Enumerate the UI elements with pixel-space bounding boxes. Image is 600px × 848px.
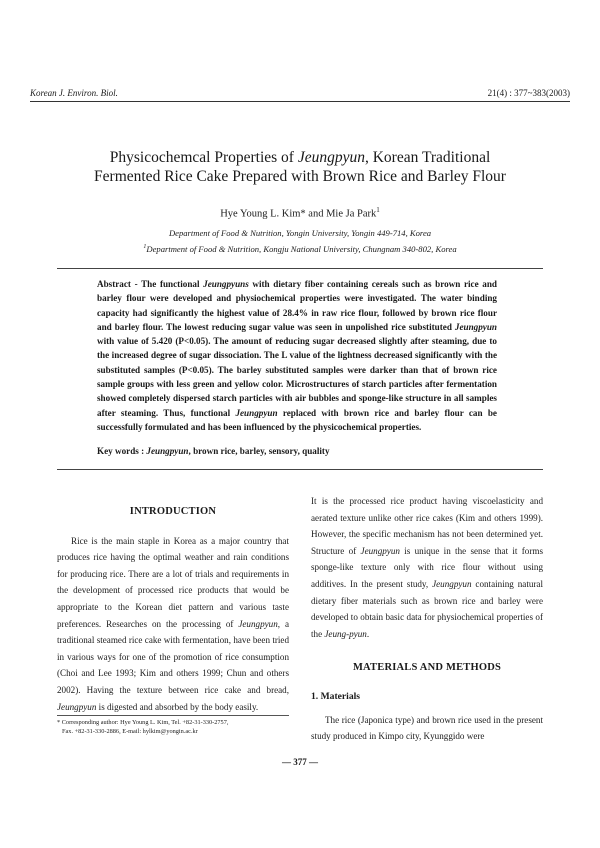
abstract-top-rule: [57, 268, 543, 269]
header-divider: [30, 101, 570, 102]
introduction-heading: INTRODUCTION: [129, 506, 217, 517]
title-line-1: Physicochemcal Properties of Jeungpyun, Korean Traditional: [109, 149, 491, 166]
affiliation-1: Department of Food & Nutrition, Yongin University, Yongin 449-714, Korea: [168, 228, 432, 238]
materials-subheading: 1. Materials: [311, 690, 361, 702]
journal-name: Korean J. Environ. Biol.: [30, 88, 118, 98]
affiliation-2: $^1$Department of Food & Nutrition, Kongju National University, Chungnam 340-802, Korea: [143, 243, 457, 254]
introduction-paragraph-1: Rice is the main staple in Korea as a major country that produces rice having the optimal weather and rain conditions for producing rice. There are a lot of trials and requirements in the development of processed rice products that would be appropriate to the Korean diet pattern and various taste preferences. Researches on the processing of Jeungpyun, a traditional steamed rice cake with fermentation, have been tried in various ways for one of the promotion of rice consumption (Choi and Lee 1993; Kim and others 1999; Chun and others 2002). Having the texture between rice cake and bread, Jeungpyun is digested and absorbed by the body easily.: [57, 535, 289, 712]
title-line-2: Fermented Rice Cake Prepared with Brown Rice and Barley Flour: [94, 168, 506, 185]
methods-heading: MATERIALS AND METHODS: [352, 662, 502, 674]
authors: Hye Young L. Kim* and Mie Ja Park$^1$: [220, 206, 380, 220]
right-column: [311, 493, 543, 745]
footnote-divider: [57, 715, 289, 716]
materials-paragraph: The rice (Japonica type) and brown rice used in the present study produced in Kimpo city, Kyunggido were: [311, 714, 543, 742]
introduction-paragraph-continued: It is the processed rice product having viscoelasticity and aerated texture unlike other rice cakes (Kim and others 1999). However, the specific mechanism has not been determined yet. Structure of Jeungpyun is unique in the sense that it forms sponge-like texture only with rice flour without using additives. In the present study, Jeungpyun containing natural dietary fiber materials such as brown rice and barley were developed to obtain basic data for physiochemical properties of the Jeung-pyun.: [311, 496, 543, 639]
abstract-bottom-rule: [57, 469, 543, 470]
keywords: Key words : Jeungpyun, brown rice, barley, sensory, quality: [97, 446, 330, 456]
corresponding-author-footnote: * Corresponding author: Hye Young L. Kim, Tel. +82-31-330-2757, Fax. +82-31-330-2886, E-mail: hylkim@yongin.ac.kr: [57, 719, 229, 735]
paper-title: [40, 148, 560, 186]
affiliations: [40, 227, 560, 256]
page-number: — 377 —: [282, 757, 318, 767]
journal-citation: 21(4) : 377~383(2003): [487, 88, 570, 98]
abstract: Abstract - The functional Jeungpyuns with dietary fiber containing cereals such as brown rice and barley flour were developed and physiochemical properties were investigated. The water binding capacity had significantly the highest value of 28.4% in raw rice flour, followed by brown rice flour and barley flour. The lowest reducing sugar value was seen in unpolished rice substituted Jeungpyun with value of 5.420 (P<0.05). The amount of reducing sugar decreased slightly after steaming, due to the increased degree of sugar dissociation. The L value of the lightness decreased significantly with the substituted samples (P<0.05). The barley substituted samples were darker than that of brown rice sample groups with less green and yellow color. Microstructures of starch particles after fermentation showed completely dispersed starch particles with air bubbles and sponge-like structure in all samples after steaming. Thus, functional Jeungpyun replaced with brown rice and barley flour can be successfully formulated and has been influenced by the physicochemical properties.: [97, 279, 497, 432]
left-column: [57, 498, 289, 715]
